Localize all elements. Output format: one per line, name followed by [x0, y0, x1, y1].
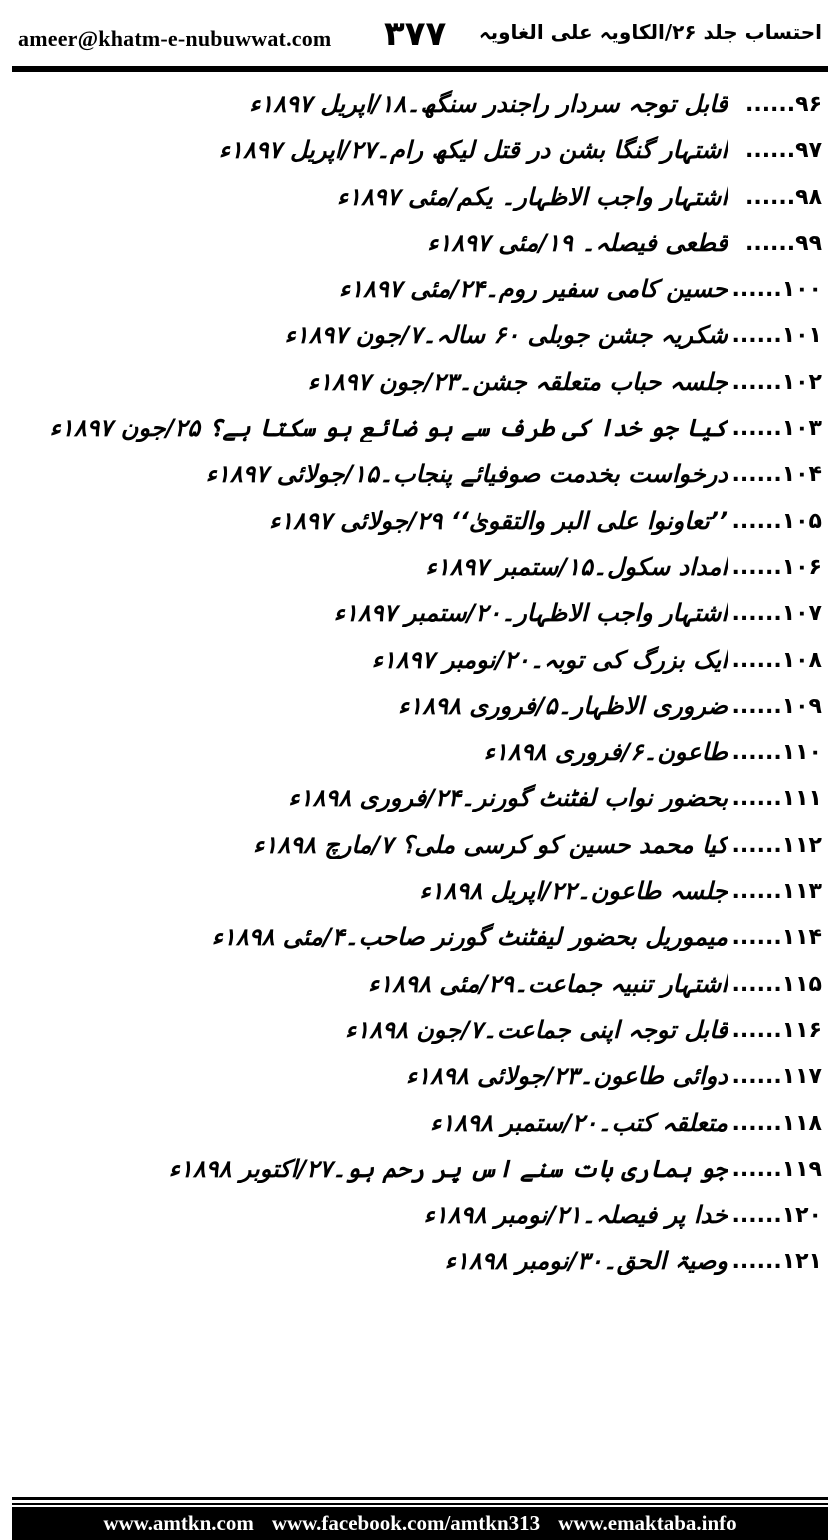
- toc-item: [0, 593, 840, 639]
- toc-item: [0, 1195, 840, 1241]
- footer-link-facebook[interactable]: www.facebook.com/amtkn313: [271, 1511, 541, 1535]
- toc-item: [0, 315, 840, 361]
- toc-number: ۱۰۵......: [731, 508, 822, 534]
- toc-item: [0, 84, 840, 130]
- toc-title: قابل توجہ اپنی جماعت۔۷/جون ۱۸۹۸ء: [345, 1015, 728, 1044]
- toc-number: ۱۰۱......: [731, 323, 822, 349]
- toc-item: [0, 454, 840, 500]
- toc-number: ۱۰۸......: [731, 647, 822, 673]
- page-number: ۳۷۷: [384, 14, 447, 54]
- toc-title: وصیۃ الحق۔۳۰/نومبر ۱۸۹۸ء: [444, 1247, 728, 1276]
- page-header: [0, 0, 840, 70]
- footer-link-amtkn[interactable]: www.amtkn.com: [103, 1511, 254, 1535]
- toc-title: دوائی طاعون۔۲۳/جولائی ۱۸۹۸ء: [405, 1062, 728, 1091]
- toc-title: جلسہ طاعون۔۲۲/اپریل ۱۸۹۸ء: [419, 877, 728, 906]
- toc-item: [0, 778, 840, 824]
- toc-item: [0, 547, 840, 593]
- toc-title: کیا محمد حسین کو کرسی ملی؟ ۷/مارچ ۱۸۹۸ء: [253, 830, 728, 859]
- toc-number: ۱۱۶......: [731, 1017, 822, 1043]
- footer-rule-thick: [12, 1497, 828, 1500]
- toc-title: اشتہار تنبیہ جماعت۔۲۹/مئی ۱۸۹۸ء: [367, 969, 728, 998]
- toc-item: [0, 130, 840, 176]
- toc-item: [0, 408, 840, 454]
- footer-link-emaktaba[interactable]: www.emaktaba.info: [558, 1511, 737, 1535]
- toc-item: [0, 732, 840, 778]
- toc-title: ایک بزرگ کی توبہ۔۲۰/نومبر ۱۸۹۷ء: [371, 645, 728, 674]
- toc-number: ۹۸......: [744, 184, 822, 210]
- toc-title: شکریہ جشن جوبلی ۶۰ سالہ۔۷/جون ۱۸۹۷ء: [284, 321, 728, 350]
- toc-number: ۱۰۹......: [731, 693, 822, 719]
- toc-item: [0, 1241, 840, 1287]
- toc-number: ۱۰۶......: [731, 554, 822, 580]
- toc-title: اشتہار گنگا بشن در قتل لیکھ رام۔۲۷/اپریل ۱۸۹۷ء: [218, 136, 728, 165]
- toc-title: قابل توجہ سردار راجندر سنگھ۔۱۸/اپریل ۱۸۹۷ء: [249, 90, 728, 118]
- toc-number: ۱۰۲......: [731, 369, 822, 395]
- toc-title: طاعون۔۶/فروری ۱۸۹۸ء: [483, 738, 728, 767]
- header-rule: [12, 66, 828, 72]
- toc-item: [0, 825, 840, 871]
- toc-item: [0, 640, 840, 686]
- toc-number: ۱۱۲......: [731, 832, 822, 858]
- toc-number: ۱۰۰......: [731, 277, 822, 303]
- toc-title: ’’تعاونوا علی البر والتقویٰ‘‘ ۲۹/جولائی ۱۸۹۷ء: [268, 506, 728, 535]
- toc-item: [0, 917, 840, 963]
- footer-rule-thin: [12, 1503, 828, 1505]
- toc-item: [0, 501, 840, 547]
- toc-title: قطعی فیصلہ۔ ۱۹/مئی ۱۸۹۷ء: [427, 228, 728, 257]
- toc-title: بحضور نواب لفٹنٹ گورنر۔۲۴/فروری ۱۸۹۸ء: [288, 784, 728, 813]
- toc-item: [0, 964, 840, 1010]
- toc-title: ضروری الاظہار۔۵/فروری ۱۸۹۸ء: [398, 691, 728, 720]
- toc-item: [0, 1056, 840, 1102]
- toc-number: ۱۱۹......: [731, 1156, 822, 1182]
- toc-number: ۱۱۰......: [731, 740, 822, 766]
- book-title: احتساب جلد ۲۶/الکاویہ علی الغاویہ: [478, 20, 822, 44]
- toc-item: [0, 1010, 840, 1056]
- toc-title: جو ہماری بات سنے اس پر رحم ہو۔۲۷/اکتوبر ۱۸۹۸ء: [168, 1154, 728, 1183]
- toc-number: ۹۹......: [744, 230, 822, 256]
- toc-number: ۹۶......: [744, 92, 822, 117]
- toc-number: ۱۱۸......: [731, 1110, 822, 1136]
- table-of-contents: [0, 84, 840, 1288]
- toc-number: ۹۷......: [744, 138, 822, 164]
- toc-item: [0, 1149, 840, 1195]
- toc-title: حسین کامی سفیر روم۔۲۴/مئی ۱۸۹۷ء: [338, 275, 728, 304]
- toc-number: ۱۲۱......: [731, 1249, 822, 1275]
- toc-title: کیا جو خدا کی طرف سے ہو ضائع ہو سکتا ہے؟ ۲۵/جون ۱۸۹۷ء: [49, 414, 728, 443]
- toc-title: خدا پر فیصلہ۔۲۱/نومبر ۱۸۹۸ء: [423, 1201, 728, 1230]
- toc-title: درخواست بخدمت صوفیائے پنجاب۔۱۵/جولائی ۱۸۹۷ء: [205, 460, 728, 489]
- footer-bar: [12, 1507, 828, 1540]
- toc-number: ۱۲۰......: [731, 1203, 822, 1229]
- toc-number: ۱۱۳......: [731, 879, 822, 905]
- header-email: ameer@khatm-e-nubuwwat.com: [18, 26, 332, 51]
- toc-title: متعلقہ کتب۔۲۰/ستمبر ۱۸۹۸ء: [430, 1108, 728, 1137]
- toc-title: میموریل بحضور لیفٹنٹ گورنر صاحب۔۴/مئی ۱۸۹۸ء: [211, 923, 728, 952]
- toc-title: جلسہ حباب متعلقہ جشن۔۲۳/جون ۱۸۹۷ء: [307, 367, 728, 396]
- toc-item: [0, 362, 840, 408]
- toc-title: اشتہار واجب الاظہار۔۲۰/ستمبر ۱۸۹۷ء: [333, 599, 728, 628]
- toc-title: امداد سکول۔۱۵/ستمبر ۱۸۹۷ء: [425, 552, 728, 581]
- toc-number: ۱۱۴......: [731, 925, 822, 951]
- toc-number: ۱۰۳......: [731, 416, 822, 442]
- toc-item: [0, 177, 840, 223]
- toc-title: اشتہار واجب الاظہار۔ یکم/مئی ۱۸۹۷ء: [336, 182, 728, 211]
- toc-number: ۱۰۴......: [731, 462, 822, 488]
- toc-number: ۱۱۱......: [731, 786, 822, 812]
- toc-item: [0, 871, 840, 917]
- toc-item: [0, 686, 840, 732]
- toc-number: ۱۱۵......: [731, 971, 822, 997]
- toc-number: ۱۱۷......: [731, 1064, 822, 1090]
- toc-item: [0, 269, 840, 315]
- toc-item: [0, 1103, 840, 1149]
- toc-number: ۱۰۷......: [731, 601, 822, 627]
- toc-item: [0, 223, 840, 269]
